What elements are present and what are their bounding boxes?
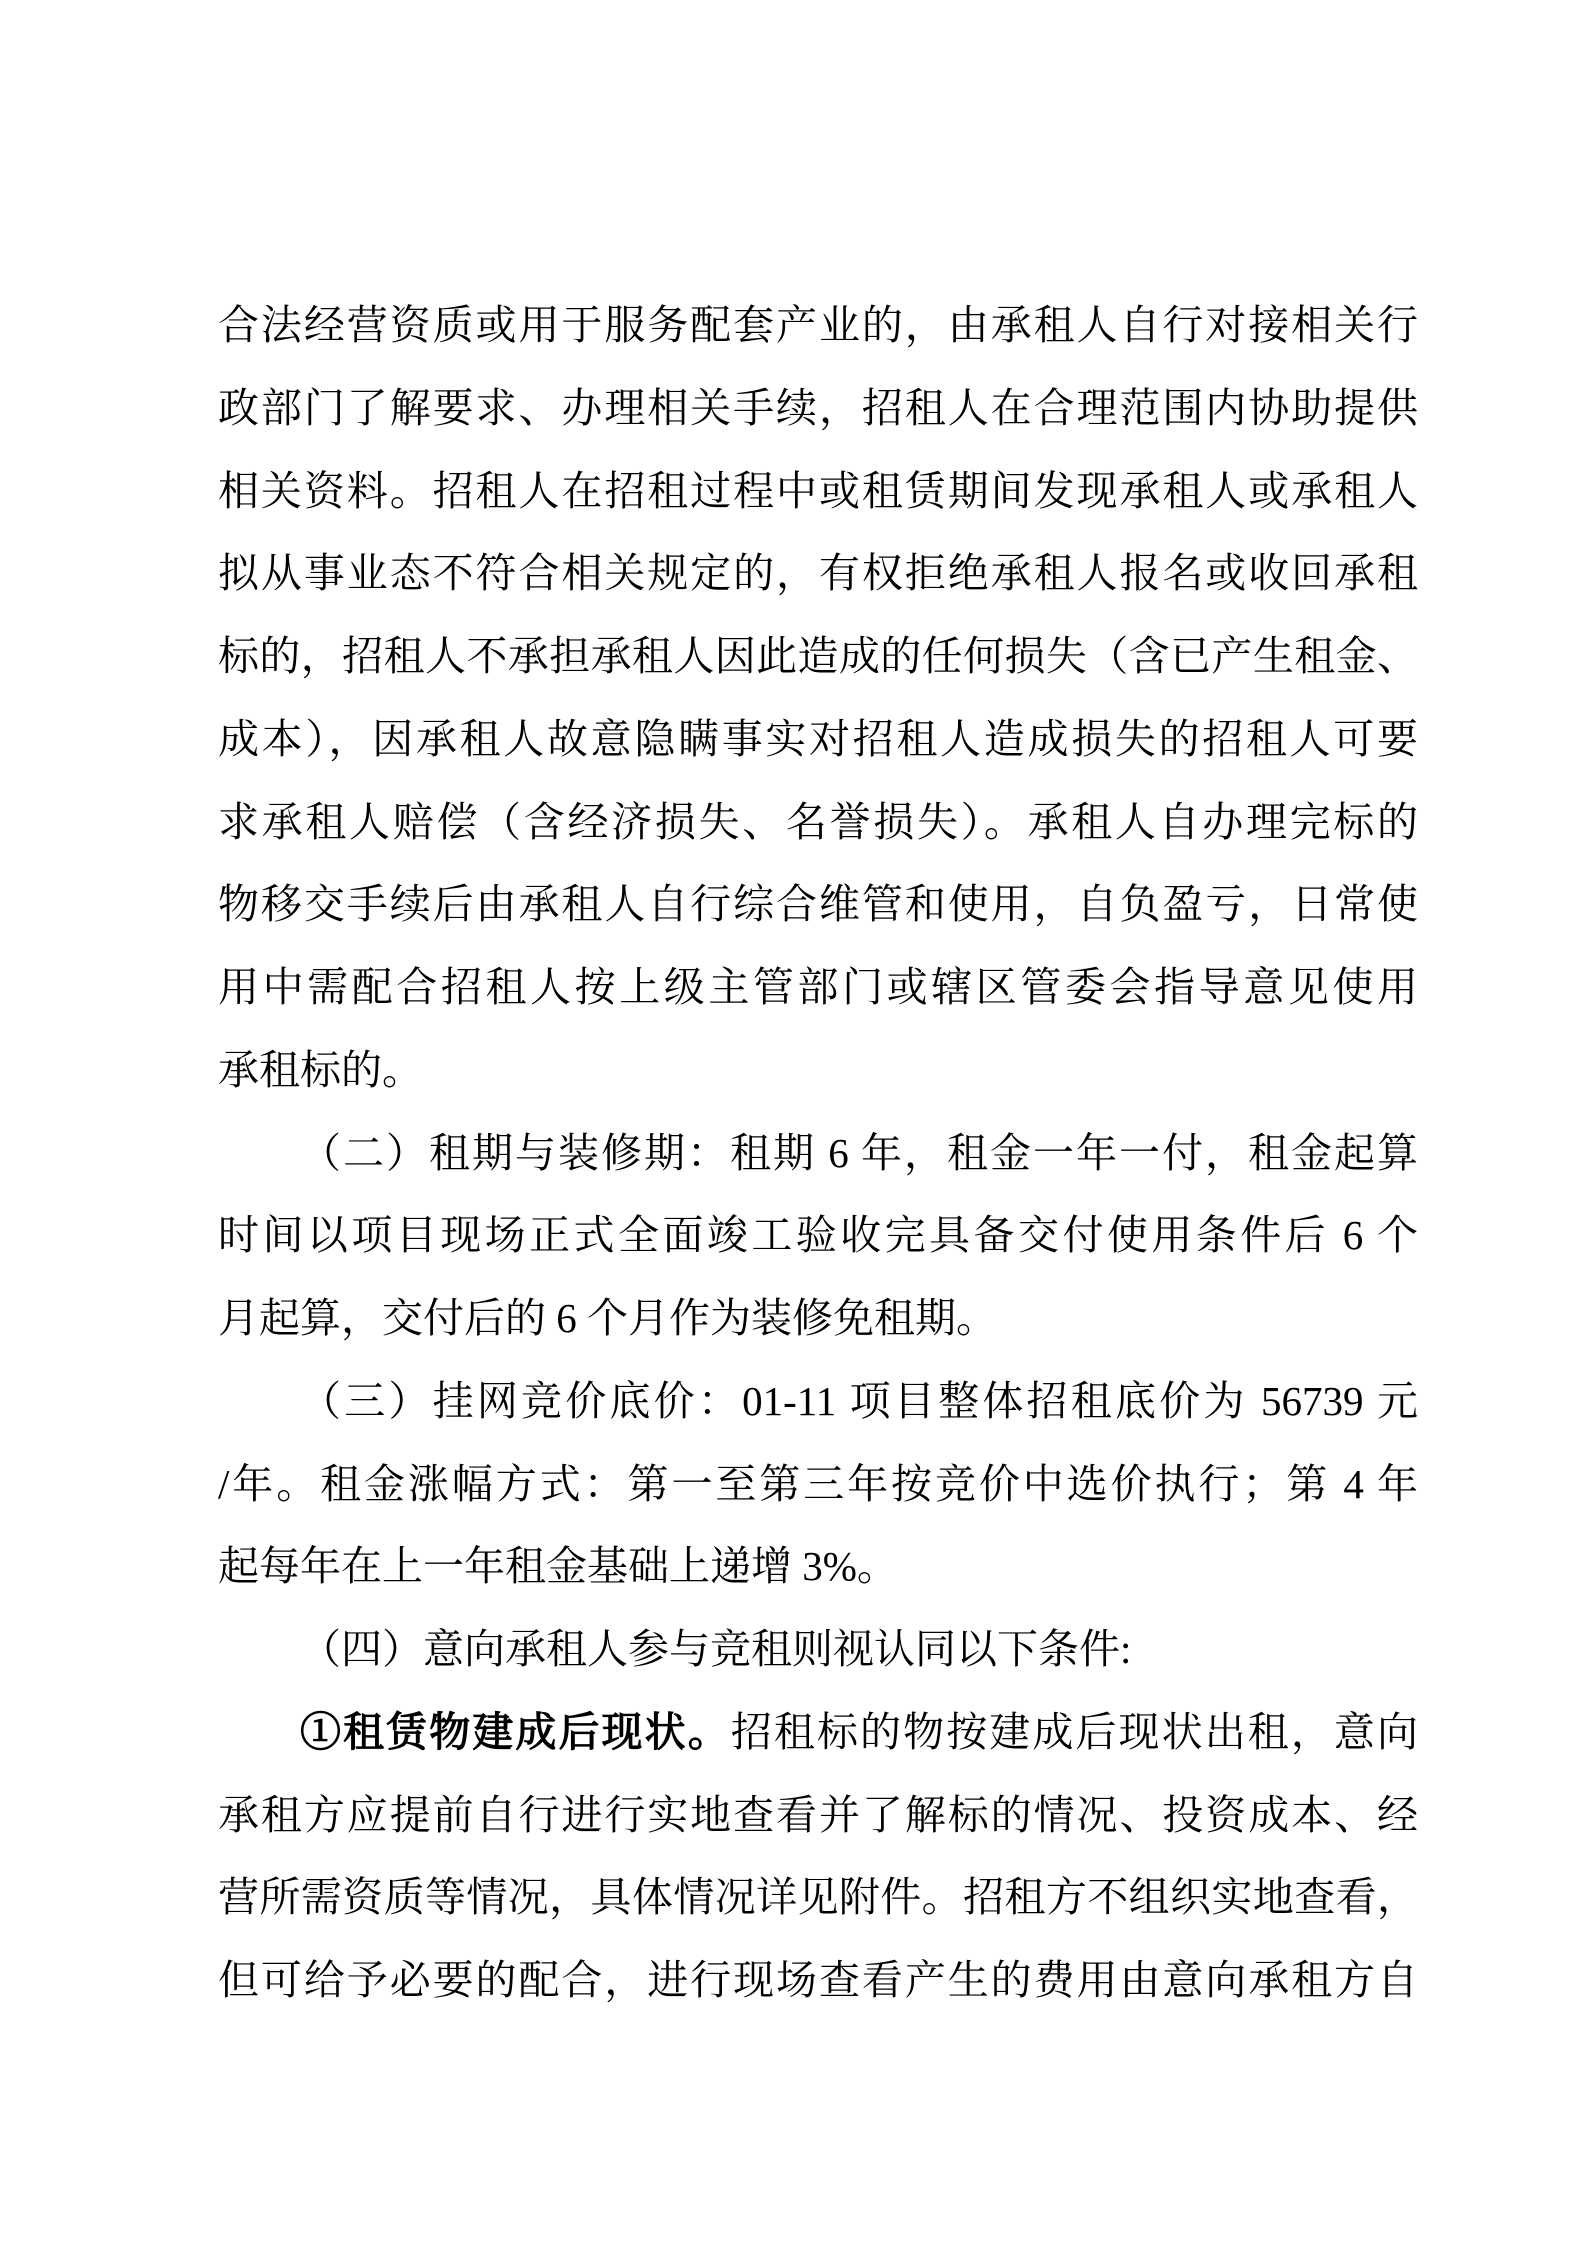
text-line: 成本），因承租人故意隐瞒事实对招租人造成损失的招租人可要 [218,715,1418,762]
text-line: 时间以项目现场正式全面竣工验收完具备交付使用条件后 6 个 [218,1212,1418,1259]
text-line: 拟从事业态不符合相关规定的，有权拒绝承租人报名或收回承租 [218,550,1418,597]
text-block [218,284,1418,2022]
text-line [218,1691,1418,1774]
text-line: 物移交手续后由承租人自行综合维管和使用，自负盈亏，日常使 [218,881,1418,928]
text-line: 政部门了解要求、办理相关手续，招租人在合理范围内协助提供 [218,384,1418,431]
bold-run: ①租赁物建成后现状。 [300,1708,731,1755]
text-line: 求承租人赔偿（含经济损失、名誉损失）。承租人自办理完标的 [218,798,1418,845]
text-line: 月起算，交付后的 6 个月作为装修免租期。 [218,1295,997,1341]
text-line: /年。租金涨幅方式：第一至第三年按竞价中选价执行；第 4 年 [218,1460,1418,1507]
text-line: 合法经营资质或用于服务配套产业的，由承租人自行对接相关行 [218,302,1418,348]
text-line: （三）挂网竞价底价：01-11 项目整体招租底价为 56739 元 [300,1377,1418,1424]
text-line: 用中需配合招租人按上级主管部门或辖区管委会指导意见使用 [218,964,1418,1010]
text-run: 招租标的物按建成后现状出租，意向 [730,1708,1419,1755]
text-line: 相关资料。招租人在招租过程中或租赁期间发现承租人或承租人 [218,467,1418,514]
text-line: 承租方应提前自行进行实地查看并了解标的情况、投资成本、经 [218,1791,1418,1838]
text-line: （四）意向承租人参与竞租则视认同以下条件: [300,1626,1132,1672]
text-line: （二）租期与装修期：租期 6 年，租金一年一付，租金起算 [300,1129,1418,1176]
text-line: 承租标的。 [218,1046,423,1093]
text-line: 起每年在上一年租金基础上递增 3%。 [218,1543,898,1590]
text-line: 营所需资质等情况，具体情况详见附件。招租方不组织实地查看， [218,1874,1418,1921]
text-line: 但可给予必要的配合，进行现场查看产生的费用由意向承租方自 [218,1957,1418,2003]
text-line: 标的，招租人不承担承租人因此造成的任何损失（含已产生租金、 [218,633,1418,679]
